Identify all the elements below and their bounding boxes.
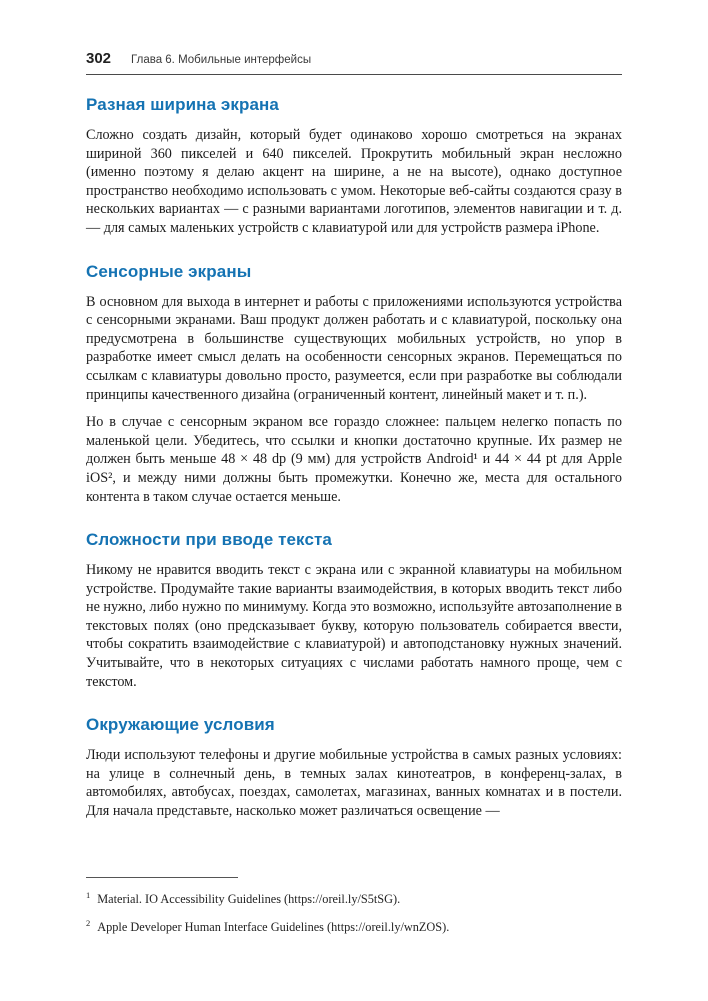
paragraph: Сложно создать дизайн, который будет одинаково хорошо смотреться на экранах шириной 360 пикселей и 640 пикселей. Прокрутить мобильный экран несложно (именно поэтому я делаю акцент на ширине, а не на высоте), однако доступное пространство необходимо использовать с умом. Некоторые веб-сайты создаются сразу в нескольких вариантах — с разными вариантами логотипов, элементов навигации и т. д. — для самых маленьких устройств с клавиатурой или для устройств размера iPhone. bbox=[86, 127, 622, 236]
chapter-title: Глава 6. Мобильные интерфейсы bbox=[131, 54, 312, 66]
footnote-text: Material. IO Accessibility Guidelines (https://oreil.ly/S5tSG). bbox=[97, 891, 401, 906]
footnote-rule bbox=[86, 877, 238, 878]
section-screen-width bbox=[86, 95, 622, 238]
footnote-text: Apple Developer Human Interface Guidelines (https://oreil.ly/wnZOS). bbox=[97, 920, 450, 934]
header-rule bbox=[86, 74, 622, 75]
footnote-marker: 1 bbox=[86, 889, 91, 900]
page-header bbox=[86, 50, 622, 67]
section-touch-screens bbox=[86, 262, 622, 507]
section-heading: Окружающие условия bbox=[86, 715, 275, 735]
footnotes bbox=[86, 877, 622, 943]
footnote-marker: 2 bbox=[86, 917, 91, 928]
section-heading: Сенсорные экраны bbox=[86, 261, 252, 281]
section-heading: Сложности при вводе текста bbox=[86, 530, 332, 550]
section-text-input bbox=[86, 530, 622, 691]
paragraph: Но в случае с сенсорным экраном все гораздо сложнее: пальцем нелегко попасть по маленькой цели. Убедитесь, что ссылки и кнопки достаточно крупные. Их размер не должен быть меньше 48 × 48 dp (9 мм) для устройств Android¹ и 44 × 44 pt для Apple iOS², и между ними должны быть промежутки. Конечно же, места для остального контента в таком случае остается меньше. bbox=[86, 414, 622, 505]
footnote bbox=[86, 887, 622, 907]
paragraph: В основном для выхода в интернет и работы с приложениями используются устройства с сенсорными экранами. Ваш продукт должен работать и с клавиатурой, поскольку она предусмотрена в большинстве существующих мобильных устройств, но упор в разработке имеет смысл делать на особенности сенсорных экранов. Перемещаться по ссылкам с клавиатуры довольно просто, разумеется, если при разработке вы соблюдали принципы качественного дизайна (ограниченный контент, линейный макет и т. п.). bbox=[86, 293, 622, 403]
section-environment bbox=[86, 715, 622, 820]
page-number: 302 bbox=[86, 50, 112, 67]
section-heading: Разная ширина экрана bbox=[86, 95, 279, 114]
footnote bbox=[86, 915, 622, 935]
paragraph: Никому не нравится вводить текст с экрана или с экранной клавиатуры на мобильном устройстве. Продумайте такие варианты взаимодействия, в которых вводить текст либо не нужно, либо нужно по минимуму. Когда это возможно, используйте автозаполнение в текстовых полях (оно предсказывает букву, которую пользователь собирается ввести, чтобы сократить взаимодействие с клавиатурой) и автоподстановку нужных значений. Учитывайте, что в некоторых ситуациях с числами работать намного проще, чем с текстом. bbox=[86, 562, 623, 690]
paragraph: Люди используют телефоны и другие мобильные устройства в самых разных условиях: на улице в солнечный день, в темных залах кинотеатров, в конференц-залах, в автомобилях, автобусах, поездах, самолетах, магазинах, ванных комнатах и в постели. Для начала представьте, насколько может различаться освещение — bbox=[86, 747, 622, 820]
